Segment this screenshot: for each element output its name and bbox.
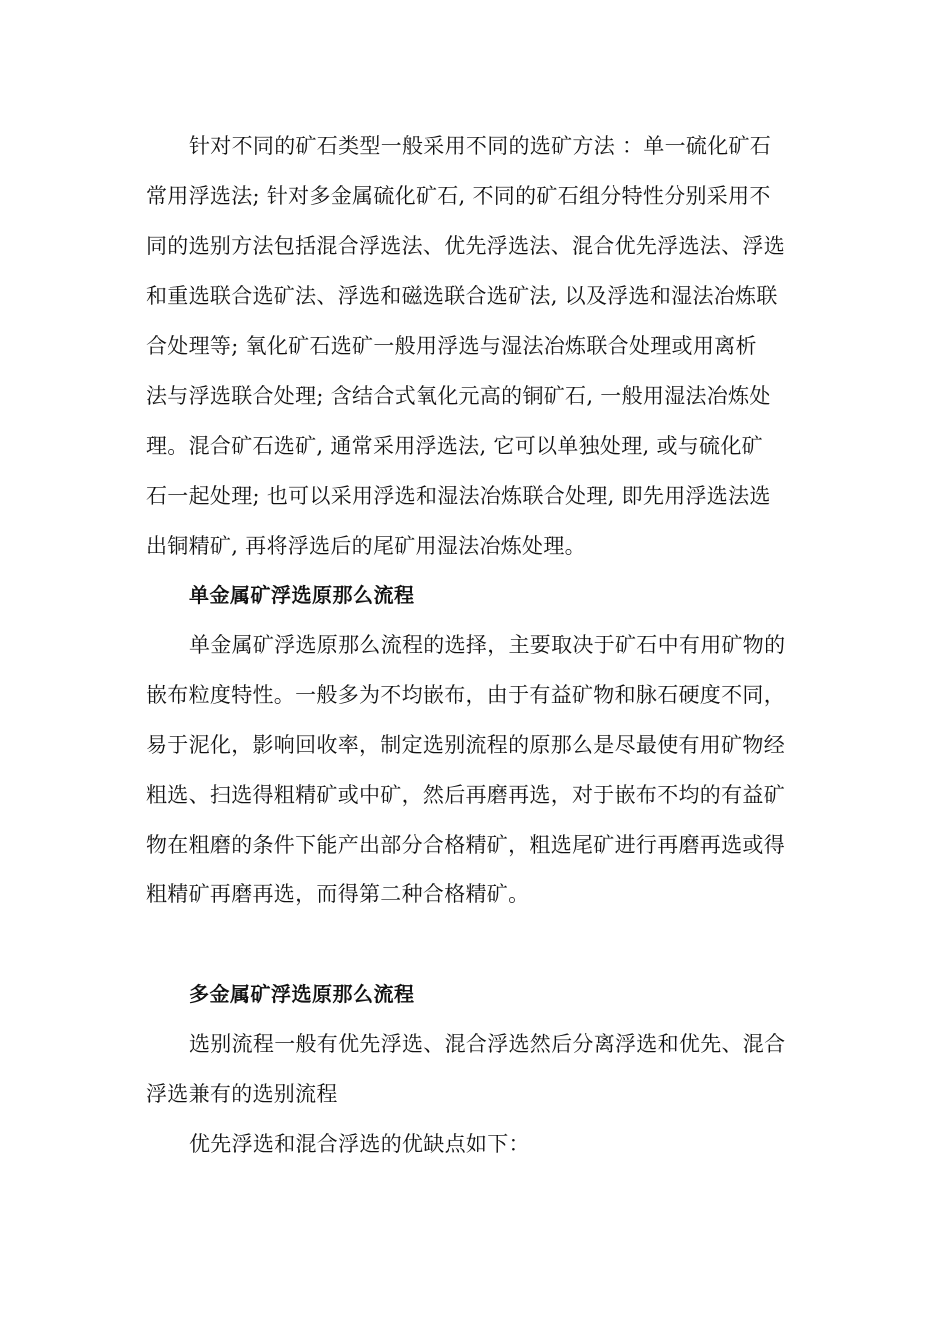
text-line: 出铜精矿, 再将浮选后的尾矿用湿法冶炼处理。 (146, 534, 586, 558)
text-line: 和重选联合选矿法、浮选和磁选联合选矿法, 以及浮选和湿法冶炼联 (146, 284, 778, 308)
text-line: 嵌布粒度特性。一般多为不均嵌布，由于有益矿物和脉石硬度不同， (146, 683, 785, 707)
text-line: 易于泥化，影响回收率，制定选别流程的原那么是尽最使有用矿物经 (146, 733, 785, 757)
text-line: 浮选兼有的选别流程 (146, 1082, 338, 1106)
text-line: 合处理等; 氧化矿石选矿一般用浮选与湿法冶炼联合处理或用离析 (146, 334, 757, 358)
text-line: 选别流程一般有优先浮选、混合浮选然后分离浮选和优先、混合 (189, 1032, 786, 1056)
text-line: 法与浮选联合处理; 含结合式氧化元高的铜矿石, 一般用湿法冶炼处 (146, 384, 771, 408)
text-line: 物在粗磨的条件下能产出部分合格精矿，粗选尾矿进行再磨再选或得 (146, 833, 785, 857)
section-heading-single-metal: 单金属矿浮选原那么流程 (189, 583, 415, 607)
text-line: 石一起处理; 也可以采用浮选和湿法冶炼联合处理, 即先用浮选法选 (146, 484, 771, 508)
paragraph-pros-cons-intro: 优先浮选和混合浮选的优缺点如下： (189, 1132, 530, 1156)
section-heading-polymetallic: 多金属矿浮选原那么流程 (189, 982, 415, 1006)
text-line: 针对不同的矿石类型一般采用不同的选矿方法 ：单一硫化矿石 (189, 134, 772, 158)
text-line: 单金属矿浮选原那么流程的选择，主要取决于矿石中有用矿物的 (189, 633, 786, 657)
text-line: 常用浮选法; 针对多金属硫化矿石, 不同的矿石组分特性分别采用不 (146, 184, 771, 208)
text-line: 理。混合矿石选矿, 通常采用浮选法, 它可以单独处理, 或与硫化矿 (146, 434, 763, 458)
text-line: 同的选别方法包括混合浮选法、优先浮选法、混合优先浮选法、浮选 (146, 234, 785, 258)
text-line: 粗选、扫选得粗精矿或中矿，然后再磨再选，对于嵌布不均的有益矿 (146, 783, 785, 807)
text-line: 粗精矿再磨再选，而得第二种合格精矿。 (146, 882, 530, 906)
